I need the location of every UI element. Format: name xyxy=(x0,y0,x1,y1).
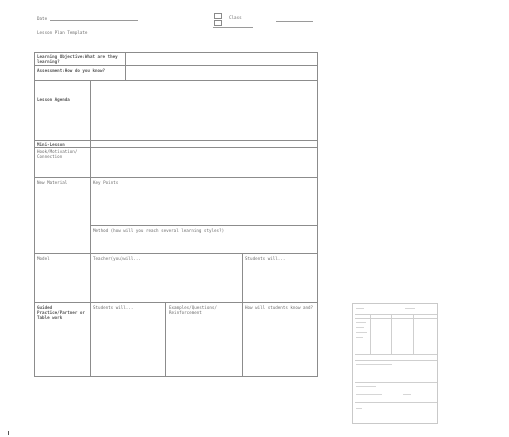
model-label: Model xyxy=(37,256,50,261)
guided-students-will-label: Students will... xyxy=(93,305,134,310)
row-rule xyxy=(35,65,317,66)
row-rule xyxy=(35,140,317,141)
examples-label: Examples/Questions/ Reinforcement xyxy=(169,305,217,315)
thumb-rule xyxy=(355,382,437,383)
date-line xyxy=(50,20,138,21)
thumb-col-rule xyxy=(391,314,392,354)
thumb-text-line xyxy=(356,337,363,338)
checkbox-1 xyxy=(214,13,222,19)
col-rule xyxy=(165,302,166,377)
col-rule xyxy=(242,253,243,302)
guided-practice-label: Guided Practice/Partner or Table work xyxy=(37,305,85,320)
row-rule xyxy=(35,253,317,254)
date-label: Date xyxy=(37,16,48,21)
hook-label: Hook/Motivation/ Connection xyxy=(37,149,78,159)
thumb-text-line xyxy=(405,308,415,309)
page-thumbnail[interactable] xyxy=(352,303,438,424)
thumb-col-rule xyxy=(413,314,414,354)
thumb-text-line xyxy=(356,332,367,333)
thumb-text-line xyxy=(356,327,364,328)
class-label: Class xyxy=(229,15,242,20)
thumb-col-rule xyxy=(370,314,371,354)
col-rule xyxy=(125,53,126,81)
thumb-text-line xyxy=(356,364,392,365)
new-material-label: New Material xyxy=(37,180,68,185)
method-label: Method (how will you reach several learning styles?) xyxy=(93,228,225,233)
thumb-text-line xyxy=(356,394,382,395)
thumb-text-line xyxy=(356,386,376,387)
thumb-rule xyxy=(355,402,437,403)
key-points-label: Key Points xyxy=(93,180,119,185)
thumb-rule xyxy=(355,360,437,361)
col-rule xyxy=(242,302,243,377)
teacher-will-label: Teacher(you)will... xyxy=(93,256,141,261)
text-cursor xyxy=(8,431,9,435)
thumb-rule xyxy=(355,314,437,315)
thumb-rule xyxy=(355,354,437,355)
row-rule xyxy=(35,80,317,81)
thumb-text-line xyxy=(356,322,366,323)
row-rule xyxy=(35,302,317,303)
class-line xyxy=(276,21,313,22)
thumb-text-line xyxy=(356,408,362,409)
thumb-text-line xyxy=(356,308,364,309)
row-rule xyxy=(35,147,317,148)
students-will-label: Students will... xyxy=(245,256,286,261)
how-assess-label: How will students know and? xyxy=(245,305,314,310)
thumb-rule xyxy=(355,318,437,319)
template-title: Lesson Plan Template xyxy=(37,30,88,35)
thumb-text-line xyxy=(403,394,411,395)
checkbox-2 xyxy=(214,20,222,26)
minilesson-label: Mini-Lesson xyxy=(37,142,65,147)
agenda-label: Lesson Agenda xyxy=(37,97,70,102)
col-rule xyxy=(90,81,91,377)
lesson-plan-table xyxy=(34,52,318,377)
row-rule xyxy=(35,177,317,178)
assessment-label: Assessment:How do you know? xyxy=(37,68,106,73)
row-rule xyxy=(90,225,317,226)
class-sub-line xyxy=(213,27,253,28)
objective-label: Learning Objective:What are they learning? xyxy=(37,54,118,64)
